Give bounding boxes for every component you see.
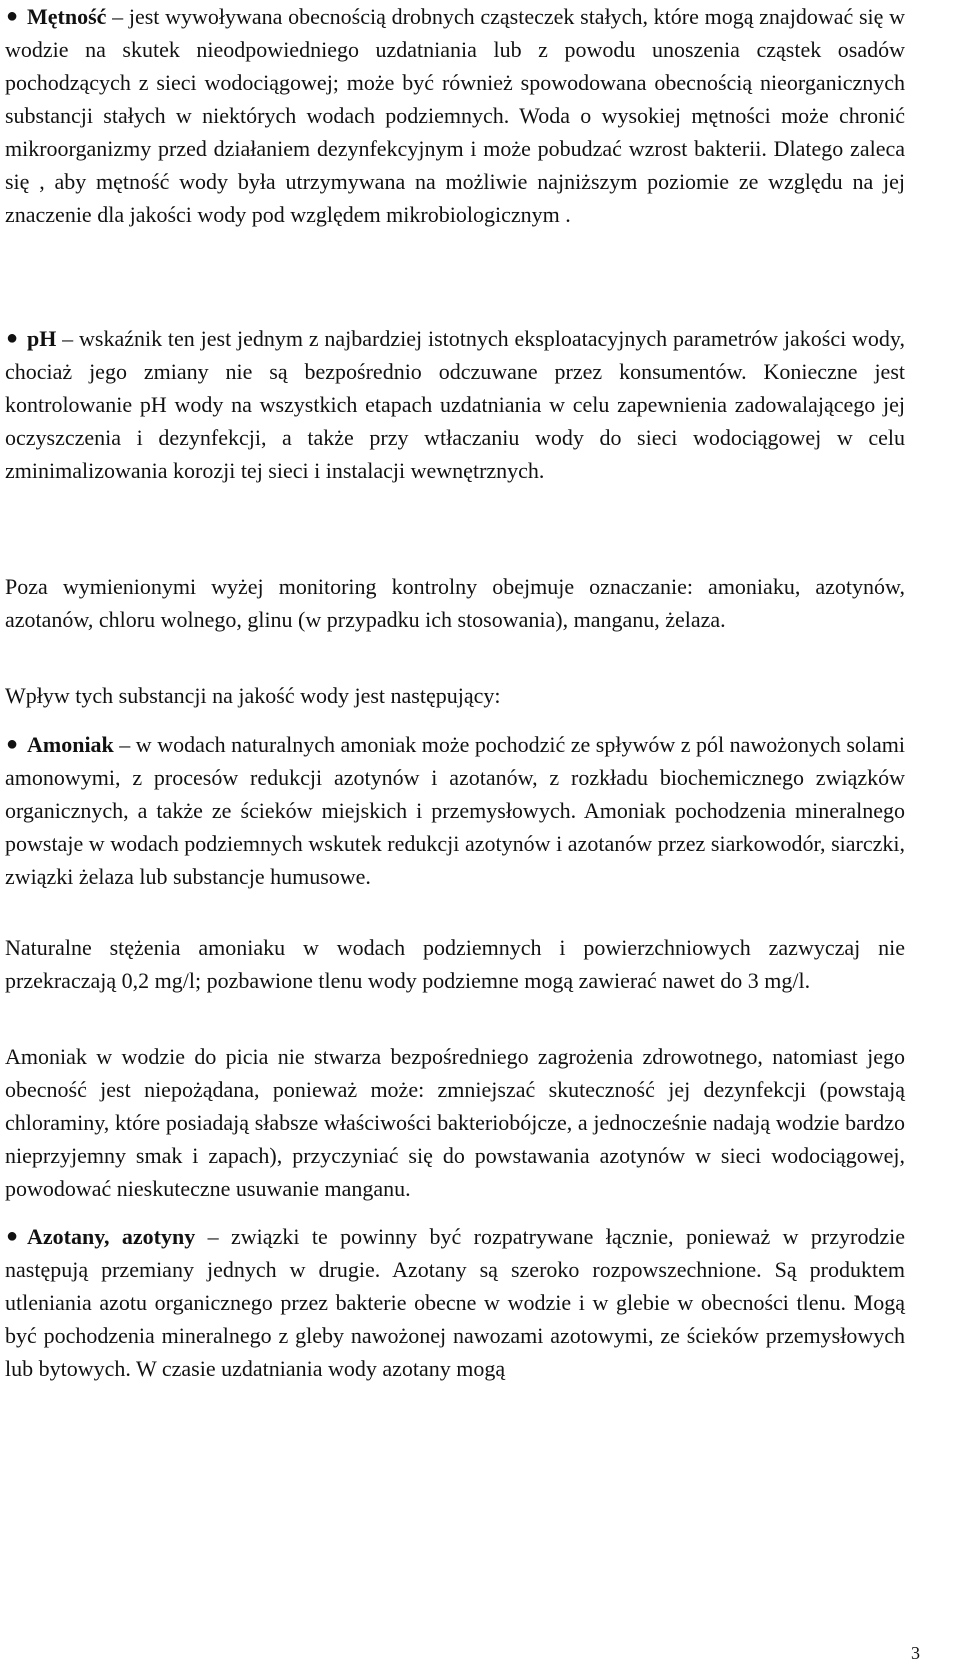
paragraph-amoniak	[5, 728, 905, 893]
paragraph-metnosc	[5, 0, 905, 231]
paragraph-ph	[5, 322, 905, 487]
text-metnosc: – jest wywoływana obecnością drobnych cząsteczek stałych, które mogą znajdować się w wodzie na skutek nieodpowiedniego uzdatniania lub z powodu unoszenia cząstek osadów pochodzących z sieci wodociągowej; może być również spowodowana obecnością nieorganicznych substancji stałych w niektórych wodach podziemnych. Woda o wysokiej mętności może chronić mikroorganizmy przed działaniem dezynfekcyjnym i może pobudzać wzrost bakterii. Dlatego zaleca się , aby mętność wody była utrzymywana na możliwie najniższym poziomie ze względu na jej znaczenie dla jakości wody pod względem mikrobiologicznym .	[5, 4, 905, 227]
text-ph: – wskaźnik ten jest jednym z najbardziej istotnych eksploatacyjnych parametrów jakości wody, chociaż jego zmiany nie są bezpośrednio odczuwane przez konsumentów. Konieczne jest kontrolowanie pH wody na wszystkich etapach uzdatniania w celu zapewnienia zadowalającego jej oczyszczenia i dezynfekcji, a także przy wtłaczaniu wody do sieci wodociągowej w celu zminimalizowania korozji tej sieci i instalacji wewnętrznych.	[5, 326, 905, 483]
text-amoniak: – w wodach naturalnych amoniak może pochodzić ze spływów z pól nawożonych solami amonowymi, z procesów redukcji azotynów i azotanów, z rozkładu biochemicznego związków organicznych, a także ze ścieków miejskich i przemysłowych. Amoniak pochodzenia mineralnego powstaje w wodach podziemnych wskutek redukcji azotynów i azotanów przez siarkowodór, siarczki, związki żelaza lub substancje humusowe.	[5, 732, 905, 889]
paragraph-azotany	[5, 1220, 905, 1385]
bullet-icon: ●	[6, 1225, 19, 1247]
bullet-icon: ●	[6, 327, 19, 349]
paragraph-amoniak-concentrations: Naturalne stężenia amoniaku w wodach podziemnych i powierzchniowych zazwyczaj nie przekraczają 0,2 mg/l; pozbawione tlenu wody podziemne mogą zawierać nawet do 3 mg/l.	[5, 935, 905, 993]
bullet-icon: ●	[6, 5, 19, 27]
paragraph-lead: Wpływ tych substancji na jakość wody jest następujący:	[5, 683, 501, 708]
term-ph: pH	[27, 326, 57, 351]
bullet-icon: ●	[6, 733, 19, 755]
term-azotany: Azotany, azotyny	[27, 1224, 196, 1249]
paragraph-intro: Poza wymienionymi wyżej monitoring kontrolny obejmuje oznaczanie: amoniaku, azotynów, azotanów, chloru wolnego, glinu (w przypadku ich stosowania), manganu, żelaza.	[5, 574, 905, 632]
page-number: 3	[911, 1643, 920, 1663]
paragraph-amoniak-effects: Amoniak w wodzie do picia nie stwarza bezpośredniego zagrożenia zdrowotnego, natomiast jego obecność jest niepożądana, ponieważ może: zmniejszać skuteczność jej dezynfekcji (powstają chloraminy, które posiadają słabsze właściwości bakteriobójcze, a jednocześnie nadają wodzie bardzo nieprzyjemny smak i zapach), przyczyniać się do powstawania azotynów w sieci wodociągowej, powodować nieskuteczne usuwanie manganu.	[5, 1044, 905, 1201]
term-amoniak: Amoniak	[27, 732, 114, 757]
term-metnosc: Mętność	[27, 4, 107, 29]
text-azotany: – związki te powinny być rozpatrywane łącznie, ponieważ w przyrodzie następują przemiany jednych w drugie. Azotany są szeroko rozpowszechnione. Są produktem utleniania azotu organicznego przez bakterie obecne w wodzie i w glebie w obecności tlenu. Mogą być pochodzenia mineralnego z gleby nawożonej nawozami azotowymi, ze ścieków przemysłowych lub bytowych. W czasie uzdatniania wody azotany mogą	[5, 1224, 905, 1381]
